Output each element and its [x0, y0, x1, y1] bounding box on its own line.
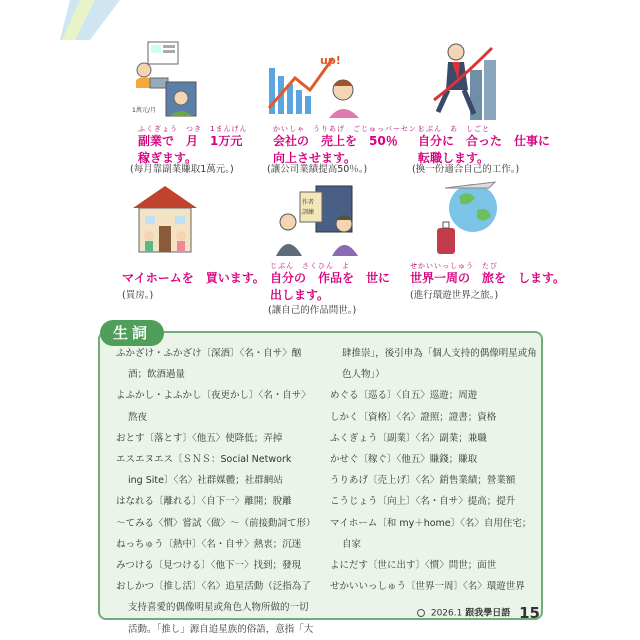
vocab-entry: 肆推崇」，後引申為「個人支持的偶像明星或角 [342, 348, 537, 359]
svg-text:up!: up! [320, 54, 341, 67]
caption-line2: 向上させます。 [273, 151, 357, 165]
vocab-entry: おとす〔落とす〕〈他五〉使降低；弄掉 [116, 432, 283, 444]
vocab-entry: みつける〔見つける〕〈他下一〉找到；發現 [116, 560, 302, 572]
caption-line1: 自分の 作品を 世に [270, 271, 391, 285]
translation-side-job: (每月靠副業賺取1萬元。) [130, 164, 234, 175]
translation-publish: (讓自己的作品問世。) [268, 305, 357, 316]
svg-text:訓練: 訓練 [302, 209, 315, 216]
caption-line2: 出します。 [270, 288, 330, 302]
vocab-entry: 支持喜愛的偶像明星或角色人物所做的一切 [128, 602, 309, 614]
page-footer [417, 604, 540, 622]
world-trip-illustration [425, 176, 505, 258]
vocab-entry: よふかし・よふかし〔夜更かし〕〈名・自サ〉 [116, 390, 311, 402]
publish-work-illustration [270, 182, 370, 257]
svg-text:作者: 作者 [302, 199, 315, 206]
vocab-entry: 活動。「推し」源自追星族的俗語，意指「大 [128, 623, 314, 635]
ruby: かいしゃ うりあげ ごじゅっパーセント [273, 125, 425, 133]
caption-line1: 会社の 売上を 50％ [273, 134, 398, 148]
caption-world-trip [410, 262, 565, 287]
vocab-entry: うりあげ〔売上げ〕〈名〉銷售業績；營業額 [330, 475, 516, 487]
caption-line1: マイホームを 買います。 [122, 271, 265, 285]
vocab-entry: ふくぎょう〔副業〕〈名〉副業；兼職 [330, 432, 487, 444]
vocab-entry: せかいいっしゅう〔世界一周〕〈名〉環遊世界 [330, 581, 525, 593]
vocabulary-title: 生詞 [100, 320, 164, 346]
vocab-entry: エスエヌエス〔ＳＮＳ：Social Network [116, 454, 292, 466]
ruby: ふくぎょう つき 1まんげん [138, 125, 248, 133]
caption-line2: 転職します。 [418, 151, 490, 165]
caption-line2: 稼ぎます。 [138, 151, 198, 165]
ruby: せかいいっしゅう たび [410, 262, 498, 270]
vocab-entry: マイホーム〔和 my＋home〕〈名〉自用住宅； [330, 517, 532, 529]
caption-home [122, 262, 265, 287]
svg-text:1萬元/月: 1萬元/月 [132, 107, 156, 114]
ruby [122, 262, 265, 270]
vocab-entry: かせぐ〔稼ぐ〕〈他五〉賺錢；賺取 [330, 454, 478, 466]
magazine-name: 跟我學日語 [465, 608, 511, 619]
vocab-entry: 自家 [342, 538, 362, 550]
vocab-entry: ふかざけ・ふかざけ〔深酒〕〈名・自サ〉酗 [116, 348, 302, 359]
vocab-column-right [330, 343, 535, 597]
vocab-entry: はなれる〔離れる〕〈自下一〉離開；脫離 [116, 496, 292, 508]
vocab-entry: めぐる〔巡る〕〈自五〉巡遊；周遊 [330, 390, 478, 402]
caption-publish [270, 262, 390, 304]
caption-line1: 自分に 合った 仕事に [418, 134, 551, 148]
ruby: じぶん あ しごと [418, 125, 490, 133]
caption-line1: 世界一周の 旅を します。 [410, 271, 566, 285]
my-home-illustration [125, 180, 205, 255]
translation-sales: (讓公司業績提高50％。) [267, 164, 368, 175]
translation-home: (買房。) [122, 290, 154, 301]
page-number: 15 [519, 604, 540, 622]
translation-career: (換一份適合自己的工作。) [412, 164, 520, 175]
vocab-entry: ～てみる〈慣〉嘗試〈做〉～（前接動詞て形） [116, 517, 316, 529]
circle-icon [417, 609, 425, 617]
career-change-illustration [430, 40, 500, 122]
vocab-column-left [116, 343, 326, 640]
vocab-entry: ing Site〕〈名〉社群媒體；社群網站 [128, 475, 283, 487]
corner-decoration [0, 0, 120, 40]
sales-up-illustration [265, 48, 365, 118]
vocab-entry: ねっちゅう〔熱中〕〈名・自サ〉熱衷；沉迷 [116, 538, 302, 550]
vocab-entry: こうじょう〔向上〕〈名・自サ〉提高；提升 [330, 496, 516, 508]
vocab-entry: おしかつ〔推し活〕〈名〉追星活動（泛指為了 [116, 581, 311, 593]
vocab-entry: 色人物」） [342, 369, 385, 381]
vocab-entry: しかく〔資格〕〈名〉證照；證書；資格 [330, 411, 497, 423]
vocab-entry: よにだす〔世に出す〕〈慣〉問世；面世 [330, 560, 497, 572]
translation-world-trip: (進行環遊世界之旅。) [410, 290, 499, 301]
vocab-entry: 酒；飲酒過量 [128, 369, 186, 381]
side-job-illustration [130, 40, 200, 120]
ruby: じぶん さくひん よ [270, 262, 350, 270]
vocab-entry: 熬夜 [128, 411, 148, 423]
issue-date: 2026.1 [430, 608, 463, 619]
caption-line1: 副業で 月 1万元 [138, 134, 243, 148]
